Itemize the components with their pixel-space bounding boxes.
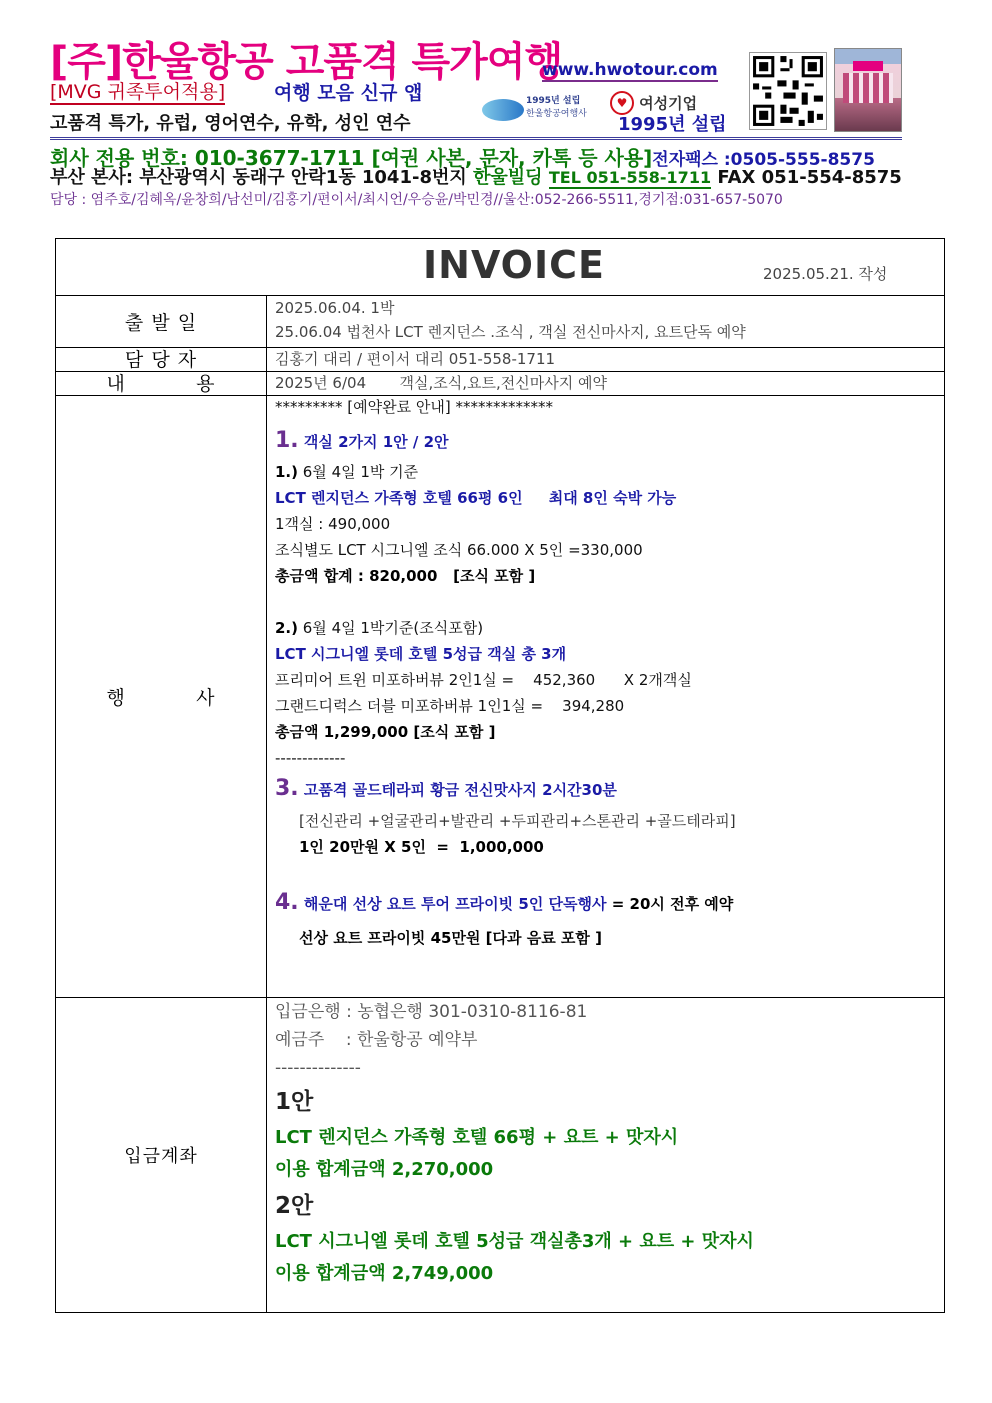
depart-detail: 25.06.04 법천사 LCT 렌지던스 .조식 , 객실 전신마사지, 요트단독 예약 — [275, 323, 746, 341]
option-1-head — [275, 459, 944, 485]
events-label: 행 사 — [56, 396, 267, 998]
building-windows — [843, 73, 893, 103]
option-2-number: 2.) — [275, 619, 298, 637]
spacer — [275, 860, 944, 886]
section-3-number: 3. — [275, 776, 299, 801]
option-1-room: 1객실 : 490,000 — [275, 515, 391, 533]
section-1-number: 1. — [275, 428, 299, 453]
women-business-logo — [610, 91, 697, 115]
section-3-price: 1인 20만원 X 5인 = 1,000,000 — [299, 838, 544, 856]
address-line — [50, 167, 902, 189]
option-2-head — [275, 615, 944, 641]
account-label: 입금계좌 — [56, 998, 267, 1313]
tel-number[interactable]: TEL 051-558-1711 — [548, 168, 712, 187]
account-cell — [267, 998, 945, 1313]
depart-value — [267, 296, 945, 348]
events-cell — [267, 396, 945, 998]
plan-2-desc: LCT 시그니엘 롯데 호텔 5성급 객실총3개 + 요트 + 맛자시 — [275, 1231, 754, 1252]
plan-1-total: 이용 합계금액 2,270,000 — [275, 1159, 494, 1180]
agency-logo-year: 1995년 설립 — [526, 96, 581, 106]
fax-number: FAX 051-554-8575 — [711, 167, 902, 188]
option-1-hotel: LCT 렌지던스 가족형 호텔 66평 6인 최대 8인 숙박 가능 — [275, 489, 677, 507]
events-body — [267, 396, 944, 955]
section-1-head — [275, 424, 944, 459]
globe-logo-icon — [482, 99, 524, 121]
account-divider: -------------- — [275, 1058, 361, 1078]
section-3-head — [275, 771, 944, 808]
heart-logo-icon: ♥ — [610, 91, 634, 115]
invoice-title: INVOICE — [423, 243, 605, 287]
events-divider: ------------- — [275, 749, 346, 767]
account-body — [267, 998, 944, 1290]
hq-address: 부산 본사: 부산광역시 동래구 안락1동 1041-8번지 — [50, 167, 474, 188]
qr-code-icon[interactable] — [749, 52, 827, 130]
depart-date: 2025.06.04. 1박 — [275, 299, 395, 317]
mvg-label — [50, 80, 225, 104]
manager-value: 김홍기 대리 / 편이서 대리 051-558-1711 — [267, 348, 945, 372]
plan-2-label: 2안 — [275, 1193, 314, 1219]
spacer — [275, 589, 944, 615]
account-holder: 예금주 : 한울항공 예약부 — [275, 1030, 478, 1050]
depart-label: 출 발 일 — [56, 296, 267, 348]
specialties-text: 고품격 특가, 유럽, 영어연수, 유학, 성인 연수 — [50, 113, 411, 134]
website-link[interactable]: www.hwotour.com — [542, 60, 718, 80]
phone-note: [여권 사본, 문자, 카톡 등 사용] — [364, 146, 653, 170]
building-photo — [834, 48, 902, 132]
phone-number[interactable]: 010-3677-1711 — [194, 146, 365, 170]
option-1-total: 총금액 합계 : 820,000 [조식 포함 ] — [275, 567, 536, 585]
company-title: [주]한울항공 고품격 특가여행 — [50, 39, 563, 85]
bank-info: 입금은행 : 농협은행 301-0310-8116-81 — [275, 1002, 588, 1022]
section-4-title: 해운대 선상 요트 투어 프라이빗 5인 단독행사 — [298, 895, 612, 913]
hq-building: 한울빌딩 — [473, 167, 543, 188]
option-2-room-2: 그랜드디럭스 더블 미포하버뷰 1인1실 = 394,280 — [275, 697, 625, 715]
invoice-title-cell — [56, 239, 945, 296]
since-text: 1995년 설립 — [618, 114, 727, 135]
women-business-text: 여성기업 — [639, 94, 698, 113]
content-label: 내 용 — [56, 372, 267, 396]
header-divider — [50, 137, 902, 140]
option-1-number: 1.) — [275, 463, 298, 481]
option-1-title: 6월 4일 1박 기준 — [298, 463, 419, 481]
option-2-hotel: LCT 시그니엘 롯데 호텔 5성급 객실 총 3개 — [275, 645, 567, 663]
section-4-number: 4. — [275, 890, 299, 915]
content-value: 2025년 6/04 객실,조식,요트,전신마사지 예약 — [267, 372, 945, 396]
section-4-head — [275, 886, 944, 921]
section-3-title: 고품격 골드테라피 황금 전신맛사지 2시간30분 — [298, 781, 617, 799]
mvg-text: [MVG 귀족투어적용] — [50, 81, 226, 103]
invoice-table — [55, 238, 945, 1313]
building-sign — [853, 61, 883, 71]
section-1-title: 객실 2가지 1안 / 2안 — [298, 433, 449, 451]
agency-logo — [482, 93, 594, 123]
agency-logo-name: 한울항공여행사 — [526, 109, 587, 119]
plan-2-total: 이용 합계금액 2,749,000 — [275, 1263, 494, 1284]
section-4-price: 선상 요트 프라이빗 45만원 [다과 음료 포함 ] — [299, 929, 602, 947]
section-4-time: = 20시 전후 예약 — [611, 895, 734, 913]
events-banner: ********* [예약완료 안내] ************* — [275, 398, 553, 416]
staff-line: 담당 : 염주호/김혜옥/윤창희/남선미/김홍기/편이서/최시언/우승윤/박민경//울산:052-266-5511,경기점:031-657-5070 — [50, 192, 783, 208]
efax-text: 전자팩스 :0505-555-8575 — [652, 150, 875, 170]
plan-1-label: 1안 — [275, 1089, 314, 1115]
option-1-breakfast: 조식별도 LCT 시그니엘 조식 66.000 X 5인 =330,000 — [275, 541, 643, 559]
option-2-room-1: 프리미어 트윈 미포하버뷰 2인1실 = 452,360 X 2개객실 — [275, 671, 692, 689]
plan-1-desc: LCT 렌지던스 가족형 호텔 66평 + 요트 + 맛자시 — [275, 1127, 679, 1148]
option-2-total: 총금액 1,299,000 [조식 포함 ] — [275, 723, 496, 741]
phone-label: 회사 전용 번호: — [50, 146, 195, 170]
invoice-date: 2025.05.21. 작성 — [763, 265, 888, 283]
app-label: 여행 모음 신규 앱 — [274, 82, 423, 104]
manager-label: 담 당 자 — [56, 348, 267, 372]
section-3-detail: [전신관리 +얼굴관리+발관리 +두피관리+스톤관리 +골드테라피] — [299, 812, 736, 830]
option-2-title: 6월 4일 1박기준(조식포함) — [298, 619, 484, 637]
